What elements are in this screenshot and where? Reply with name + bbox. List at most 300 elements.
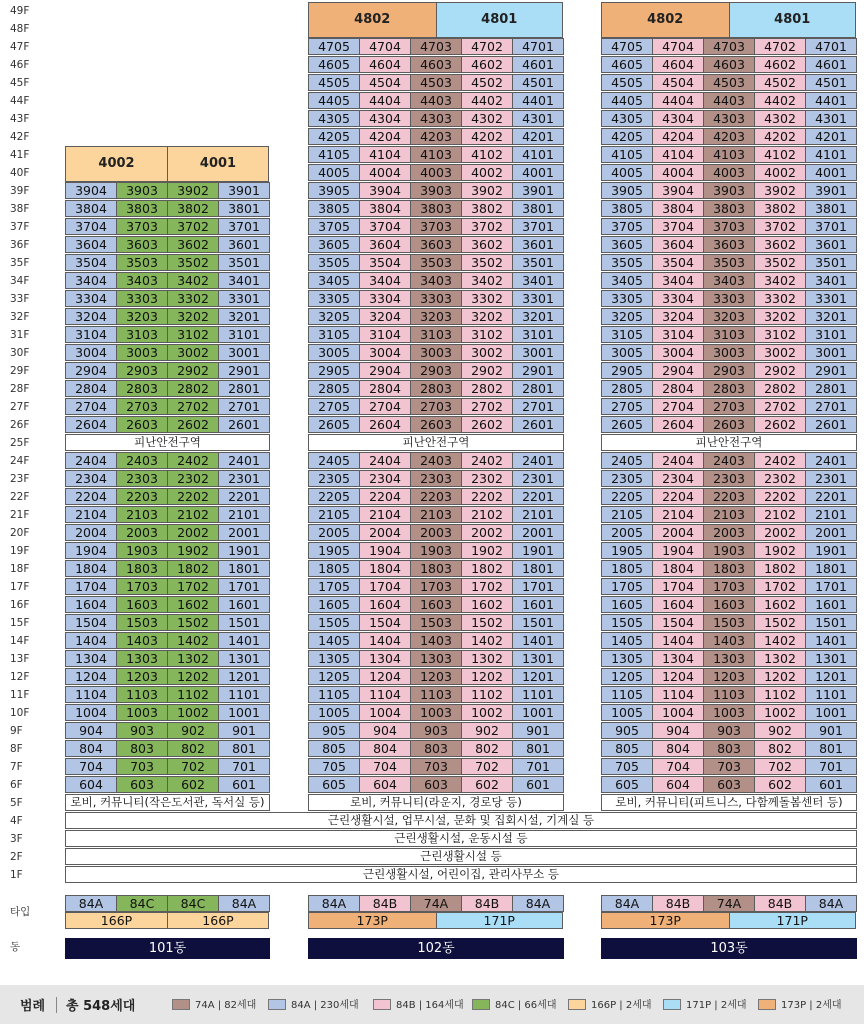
- unit-cell[interactable]: 3604: [65, 236, 117, 253]
- unit-cell[interactable]: 1204: [359, 668, 411, 685]
- unit-cell[interactable]: 902: [167, 722, 219, 739]
- unit-cell[interactable]: 903: [116, 722, 168, 739]
- unit-cell[interactable]: 1702: [461, 578, 513, 595]
- unit-cell[interactable]: 3404: [652, 272, 704, 289]
- unit-cell[interactable]: 3404: [65, 272, 117, 289]
- unit-cell[interactable]: 3203: [410, 308, 462, 325]
- unit-cell[interactable]: 2902: [754, 362, 806, 379]
- unit-cell[interactable]: 3104: [65, 326, 117, 343]
- unit-cell[interactable]: 3005: [308, 344, 360, 361]
- unit-cell[interactable]: 3605: [308, 236, 360, 253]
- unit-cell[interactable]: 1901: [805, 542, 857, 559]
- unit-cell[interactable]: 4102: [754, 146, 806, 163]
- unit-cell[interactable]: 2403: [703, 452, 755, 469]
- unit-cell[interactable]: 2805: [308, 380, 360, 397]
- unit-cell[interactable]: 2005: [601, 524, 653, 541]
- unit-cell[interactable]: 1104: [65, 686, 117, 703]
- unit-cell[interactable]: 1502: [167, 614, 219, 631]
- unit-cell[interactable]: 3602: [461, 236, 513, 253]
- unit-cell[interactable]: 3704: [65, 218, 117, 235]
- unit-cell[interactable]: 3401: [218, 272, 270, 289]
- unit-cell[interactable]: 3405: [601, 272, 653, 289]
- unit-cell[interactable]: 2102: [461, 506, 513, 523]
- unit-cell[interactable]: 4301: [805, 110, 857, 127]
- unit-cell[interactable]: 3201: [218, 308, 270, 325]
- unit-cell[interactable]: 1402: [461, 632, 513, 649]
- unit-cell[interactable]: 3101: [512, 326, 564, 343]
- unit-cell[interactable]: 1502: [461, 614, 513, 631]
- unit-cell[interactable]: 1304: [65, 650, 117, 667]
- unit-cell[interactable]: 3504: [65, 254, 117, 271]
- unit-cell[interactable]: 2304: [359, 470, 411, 487]
- unit-cell[interactable]: 4504: [359, 74, 411, 91]
- unit-cell[interactable]: 3004: [359, 344, 411, 361]
- unit-cell[interactable]: 3002: [754, 344, 806, 361]
- penthouse-unit[interactable]: 4002: [65, 146, 168, 182]
- unit-cell[interactable]: 1805: [601, 560, 653, 577]
- unit-cell[interactable]: 3903: [703, 182, 755, 199]
- unit-cell[interactable]: 3205: [308, 308, 360, 325]
- unit-cell[interactable]: 3702: [167, 218, 219, 235]
- unit-cell[interactable]: 3601: [218, 236, 270, 253]
- unit-cell[interactable]: 804: [359, 740, 411, 757]
- unit-cell[interactable]: 2803: [703, 380, 755, 397]
- unit-cell[interactable]: 4204: [359, 128, 411, 145]
- unit-cell[interactable]: 601: [805, 776, 857, 793]
- unit-cell[interactable]: 2701: [512, 398, 564, 415]
- unit-cell[interactable]: 2101: [512, 506, 564, 523]
- unit-cell[interactable]: 2601: [805, 416, 857, 433]
- unit-cell[interactable]: 4105: [601, 146, 653, 163]
- unit-cell[interactable]: 4304: [359, 110, 411, 127]
- unit-cell[interactable]: 2702: [754, 398, 806, 415]
- unit-cell[interactable]: 2704: [359, 398, 411, 415]
- unit-cell[interactable]: 1201: [512, 668, 564, 685]
- unit-cell[interactable]: 3105: [308, 326, 360, 343]
- unit-cell[interactable]: 2003: [410, 524, 462, 541]
- unit-cell[interactable]: 4203: [410, 128, 462, 145]
- unit-cell[interactable]: 3303: [410, 290, 462, 307]
- unit-cell[interactable]: 3903: [410, 182, 462, 199]
- unit-cell[interactable]: 1703: [116, 578, 168, 595]
- unit-cell[interactable]: 4104: [359, 146, 411, 163]
- unit-cell[interactable]: 4602: [754, 56, 806, 73]
- unit-cell[interactable]: 1604: [652, 596, 704, 613]
- unit-cell[interactable]: 2204: [65, 488, 117, 505]
- unit-cell[interactable]: 1802: [167, 560, 219, 577]
- unit-cell[interactable]: 3701: [512, 218, 564, 235]
- unit-cell[interactable]: 1201: [805, 668, 857, 685]
- unit-cell[interactable]: 1605: [601, 596, 653, 613]
- unit-cell[interactable]: 604: [359, 776, 411, 793]
- unit-cell[interactable]: 2802: [754, 380, 806, 397]
- unit-cell[interactable]: 3902: [167, 182, 219, 199]
- unit-cell[interactable]: 3702: [754, 218, 806, 235]
- unit-cell[interactable]: 902: [461, 722, 513, 739]
- unit-cell[interactable]: 2603: [703, 416, 755, 433]
- unit-cell[interactable]: 2901: [805, 362, 857, 379]
- unit-cell[interactable]: 605: [601, 776, 653, 793]
- unit-cell[interactable]: 3505: [308, 254, 360, 271]
- unit-cell[interactable]: 602: [461, 776, 513, 793]
- unit-cell[interactable]: 2703: [116, 398, 168, 415]
- unit-cell[interactable]: 3604: [359, 236, 411, 253]
- unit-cell[interactable]: 1401: [218, 632, 270, 649]
- unit-cell[interactable]: 2702: [167, 398, 219, 415]
- unit-cell[interactable]: 2403: [116, 452, 168, 469]
- unit-cell[interactable]: 2004: [652, 524, 704, 541]
- unit-cell[interactable]: 802: [167, 740, 219, 757]
- unit-cell[interactable]: 4305: [601, 110, 653, 127]
- unit-cell[interactable]: 1302: [754, 650, 806, 667]
- unit-cell[interactable]: 1101: [218, 686, 270, 703]
- unit-cell[interactable]: 1103: [703, 686, 755, 703]
- unit-cell[interactable]: 4001: [805, 164, 857, 181]
- unit-cell[interactable]: 4202: [461, 128, 513, 145]
- unit-cell[interactable]: 3301: [218, 290, 270, 307]
- unit-cell[interactable]: 2301: [512, 470, 564, 487]
- unit-cell[interactable]: 1805: [308, 560, 360, 577]
- unit-cell[interactable]: 4701: [512, 38, 564, 55]
- unit-cell[interactable]: 3203: [703, 308, 755, 325]
- unit-cell[interactable]: 2901: [512, 362, 564, 379]
- unit-cell[interactable]: 704: [65, 758, 117, 775]
- unit-cell[interactable]: 1505: [308, 614, 360, 631]
- unit-cell[interactable]: 1105: [601, 686, 653, 703]
- unit-cell[interactable]: 2602: [461, 416, 513, 433]
- unit-cell[interactable]: 1205: [308, 668, 360, 685]
- unit-cell[interactable]: 3502: [754, 254, 806, 271]
- unit-cell[interactable]: 2802: [461, 380, 513, 397]
- unit-cell[interactable]: 3804: [65, 200, 117, 217]
- unit-cell[interactable]: 2302: [461, 470, 513, 487]
- unit-cell[interactable]: 4403: [410, 92, 462, 109]
- unit-cell[interactable]: 2105: [601, 506, 653, 523]
- unit-cell[interactable]: 1303: [410, 650, 462, 667]
- unit-cell[interactable]: 3302: [167, 290, 219, 307]
- unit-cell[interactable]: 3005: [601, 344, 653, 361]
- unit-cell[interactable]: 4201: [805, 128, 857, 145]
- unit-cell[interactable]: 1804: [359, 560, 411, 577]
- unit-cell[interactable]: 3305: [601, 290, 653, 307]
- unit-cell[interactable]: 1305: [308, 650, 360, 667]
- unit-cell[interactable]: 1803: [703, 560, 755, 577]
- unit-cell[interactable]: 2801: [218, 380, 270, 397]
- unit-cell[interactable]: 4505: [601, 74, 653, 91]
- unit-cell[interactable]: 2402: [754, 452, 806, 469]
- unit-cell[interactable]: 3804: [359, 200, 411, 217]
- unit-cell[interactable]: 3001: [218, 344, 270, 361]
- unit-cell[interactable]: 2805: [601, 380, 653, 397]
- unit-cell[interactable]: 3401: [512, 272, 564, 289]
- unit-cell[interactable]: 2104: [359, 506, 411, 523]
- unit-cell[interactable]: 2905: [308, 362, 360, 379]
- unit-cell[interactable]: 3603: [116, 236, 168, 253]
- unit-cell[interactable]: 4702: [461, 38, 513, 55]
- unit-cell[interactable]: 4402: [461, 92, 513, 109]
- unit-cell[interactable]: 1402: [754, 632, 806, 649]
- unit-cell[interactable]: 2804: [65, 380, 117, 397]
- unit-cell[interactable]: 701: [512, 758, 564, 775]
- unit-cell[interactable]: 1704: [359, 578, 411, 595]
- unit-cell[interactable]: 1804: [652, 560, 704, 577]
- unit-cell[interactable]: 802: [461, 740, 513, 757]
- unit-cell[interactable]: 3705: [601, 218, 653, 235]
- unit-cell[interactable]: 905: [601, 722, 653, 739]
- unit-cell[interactable]: 2604: [652, 416, 704, 433]
- unit-cell[interactable]: 3801: [512, 200, 564, 217]
- unit-cell[interactable]: 3402: [461, 272, 513, 289]
- unit-cell[interactable]: 4102: [461, 146, 513, 163]
- unit-cell[interactable]: 604: [65, 776, 117, 793]
- unit-cell[interactable]: 2102: [754, 506, 806, 523]
- unit-cell[interactable]: 3304: [65, 290, 117, 307]
- unit-cell[interactable]: 1502: [754, 614, 806, 631]
- unit-cell[interactable]: 4503: [410, 74, 462, 91]
- unit-cell[interactable]: 1503: [116, 614, 168, 631]
- unit-cell[interactable]: 1104: [652, 686, 704, 703]
- unit-cell[interactable]: 3601: [512, 236, 564, 253]
- unit-cell[interactable]: 1803: [410, 560, 462, 577]
- unit-cell[interactable]: 2103: [703, 506, 755, 523]
- unit-cell[interactable]: 3902: [461, 182, 513, 199]
- unit-cell[interactable]: 1304: [359, 650, 411, 667]
- unit-cell[interactable]: 2903: [116, 362, 168, 379]
- penthouse-unit[interactable]: 4001: [167, 146, 269, 182]
- unit-cell[interactable]: 4203: [703, 128, 755, 145]
- unit-cell[interactable]: 2305: [308, 470, 360, 487]
- unit-cell[interactable]: 3603: [410, 236, 462, 253]
- unit-cell[interactable]: 2804: [359, 380, 411, 397]
- unit-cell[interactable]: 3803: [410, 200, 462, 217]
- unit-cell[interactable]: 1203: [116, 668, 168, 685]
- unit-cell[interactable]: 1003: [703, 704, 755, 721]
- unit-cell[interactable]: 1402: [167, 632, 219, 649]
- unit-cell[interactable]: 2202: [754, 488, 806, 505]
- unit-cell[interactable]: 3905: [308, 182, 360, 199]
- unit-cell[interactable]: 3503: [116, 254, 168, 271]
- unit-cell[interactable]: 3704: [359, 218, 411, 235]
- unit-cell[interactable]: 3603: [703, 236, 755, 253]
- unit-cell[interactable]: 3102: [461, 326, 513, 343]
- unit-cell[interactable]: 3302: [461, 290, 513, 307]
- unit-cell[interactable]: 1303: [703, 650, 755, 667]
- unit-cell[interactable]: 3402: [167, 272, 219, 289]
- unit-cell[interactable]: 3904: [359, 182, 411, 199]
- unit-cell[interactable]: 4504: [652, 74, 704, 91]
- unit-cell[interactable]: 1303: [116, 650, 168, 667]
- unit-cell[interactable]: 2701: [805, 398, 857, 415]
- unit-cell[interactable]: 1002: [167, 704, 219, 721]
- unit-cell[interactable]: 2001: [512, 524, 564, 541]
- unit-cell[interactable]: 1203: [703, 668, 755, 685]
- penthouse-unit[interactable]: 4801: [729, 2, 857, 38]
- unit-cell[interactable]: 2405: [601, 452, 653, 469]
- unit-cell[interactable]: 1102: [461, 686, 513, 703]
- unit-cell[interactable]: 4004: [359, 164, 411, 181]
- unit-cell[interactable]: 2605: [308, 416, 360, 433]
- unit-cell[interactable]: 2101: [805, 506, 857, 523]
- unit-cell[interactable]: 2405: [308, 452, 360, 469]
- unit-cell[interactable]: 1903: [703, 542, 755, 559]
- unit-cell[interactable]: 904: [652, 722, 704, 739]
- unit-cell[interactable]: 3002: [461, 344, 513, 361]
- unit-cell[interactable]: 3403: [410, 272, 462, 289]
- unit-cell[interactable]: 2705: [308, 398, 360, 415]
- unit-cell[interactable]: 2303: [703, 470, 755, 487]
- unit-cell[interactable]: 702: [167, 758, 219, 775]
- unit-cell[interactable]: 3703: [410, 218, 462, 235]
- unit-cell[interactable]: 4702: [754, 38, 806, 55]
- unit-cell[interactable]: 3204: [652, 308, 704, 325]
- unit-cell[interactable]: 2801: [805, 380, 857, 397]
- unit-cell[interactable]: 2304: [652, 470, 704, 487]
- unit-cell[interactable]: 1001: [512, 704, 564, 721]
- unit-cell[interactable]: 1202: [461, 668, 513, 685]
- unit-cell[interactable]: 1103: [410, 686, 462, 703]
- unit-cell[interactable]: 3805: [308, 200, 360, 217]
- unit-cell[interactable]: 4105: [308, 146, 360, 163]
- unit-cell[interactable]: 3001: [805, 344, 857, 361]
- unit-cell[interactable]: 2401: [805, 452, 857, 469]
- unit-cell[interactable]: 4004: [652, 164, 704, 181]
- unit-cell[interactable]: 4002: [754, 164, 806, 181]
- unit-cell[interactable]: 3403: [703, 272, 755, 289]
- unit-cell[interactable]: 702: [461, 758, 513, 775]
- unit-cell[interactable]: 3204: [359, 308, 411, 325]
- unit-cell[interactable]: 904: [65, 722, 117, 739]
- unit-cell[interactable]: 1102: [754, 686, 806, 703]
- unit-cell[interactable]: 1001: [218, 704, 270, 721]
- unit-cell[interactable]: 1504: [652, 614, 704, 631]
- unit-cell[interactable]: 3602: [167, 236, 219, 253]
- unit-cell[interactable]: 3202: [461, 308, 513, 325]
- penthouse-unit[interactable]: 4802: [601, 2, 730, 38]
- unit-cell[interactable]: 1002: [754, 704, 806, 721]
- unit-cell[interactable]: 2602: [167, 416, 219, 433]
- unit-cell[interactable]: 1301: [512, 650, 564, 667]
- unit-cell[interactable]: 2702: [461, 398, 513, 415]
- unit-cell[interactable]: 1603: [410, 596, 462, 613]
- unit-cell[interactable]: 1503: [410, 614, 462, 631]
- unit-cell[interactable]: 3502: [167, 254, 219, 271]
- penthouse-unit[interactable]: 4802: [308, 2, 437, 38]
- unit-cell[interactable]: 4405: [601, 92, 653, 109]
- unit-cell[interactable]: 4501: [805, 74, 857, 91]
- unit-cell[interactable]: 3304: [652, 290, 704, 307]
- unit-cell[interactable]: 1603: [116, 596, 168, 613]
- unit-cell[interactable]: 2204: [652, 488, 704, 505]
- unit-cell[interactable]: 1004: [359, 704, 411, 721]
- unit-cell[interactable]: 802: [754, 740, 806, 757]
- unit-cell[interactable]: 1001: [805, 704, 857, 721]
- unit-cell[interactable]: 3703: [116, 218, 168, 235]
- unit-cell[interactable]: 3202: [167, 308, 219, 325]
- unit-cell[interactable]: 703: [703, 758, 755, 775]
- unit-cell[interactable]: 805: [308, 740, 360, 757]
- unit-cell[interactable]: 1702: [754, 578, 806, 595]
- unit-cell[interactable]: 3501: [512, 254, 564, 271]
- unit-cell[interactable]: 2602: [754, 416, 806, 433]
- unit-cell[interactable]: 4401: [805, 92, 857, 109]
- unit-cell[interactable]: 4305: [308, 110, 360, 127]
- unit-cell[interactable]: 1404: [65, 632, 117, 649]
- unit-cell[interactable]: 4404: [652, 92, 704, 109]
- unit-cell[interactable]: 3604: [652, 236, 704, 253]
- unit-cell[interactable]: 1501: [218, 614, 270, 631]
- unit-cell[interactable]: 1902: [167, 542, 219, 559]
- unit-cell[interactable]: 2104: [652, 506, 704, 523]
- unit-cell[interactable]: 2902: [461, 362, 513, 379]
- unit-cell[interactable]: 2303: [116, 470, 168, 487]
- unit-cell[interactable]: 3201: [805, 308, 857, 325]
- unit-cell[interactable]: 3003: [410, 344, 462, 361]
- unit-cell[interactable]: 3901: [218, 182, 270, 199]
- unit-cell[interactable]: 1901: [512, 542, 564, 559]
- unit-cell[interactable]: 3802: [461, 200, 513, 217]
- unit-cell[interactable]: 4402: [754, 92, 806, 109]
- unit-cell[interactable]: 702: [754, 758, 806, 775]
- unit-cell[interactable]: 1204: [65, 668, 117, 685]
- unit-cell[interactable]: 2903: [703, 362, 755, 379]
- unit-cell[interactable]: 3903: [116, 182, 168, 199]
- unit-cell[interactable]: 3103: [703, 326, 755, 343]
- unit-cell[interactable]: 3504: [652, 254, 704, 271]
- unit-cell[interactable]: 4202: [754, 128, 806, 145]
- unit-cell[interactable]: 3701: [218, 218, 270, 235]
- unit-cell[interactable]: 3805: [601, 200, 653, 217]
- unit-cell[interactable]: 903: [410, 722, 462, 739]
- unit-cell[interactable]: 1902: [461, 542, 513, 559]
- unit-cell[interactable]: 801: [805, 740, 857, 757]
- unit-cell[interactable]: 3004: [652, 344, 704, 361]
- unit-cell[interactable]: 2302: [754, 470, 806, 487]
- unit-cell[interactable]: 2003: [703, 524, 755, 541]
- unit-cell[interactable]: 1705: [308, 578, 360, 595]
- unit-cell[interactable]: 3605: [601, 236, 653, 253]
- unit-cell[interactable]: 3503: [410, 254, 462, 271]
- unit-cell[interactable]: 2201: [218, 488, 270, 505]
- unit-cell[interactable]: 4705: [601, 38, 653, 55]
- unit-cell[interactable]: 4705: [308, 38, 360, 55]
- unit-cell[interactable]: 3404: [359, 272, 411, 289]
- unit-cell[interactable]: 1802: [461, 560, 513, 577]
- unit-cell[interactable]: 3001: [512, 344, 564, 361]
- unit-cell[interactable]: 2002: [754, 524, 806, 541]
- unit-cell[interactable]: 2704: [652, 398, 704, 415]
- unit-cell[interactable]: 2401: [512, 452, 564, 469]
- unit-cell[interactable]: 1603: [703, 596, 755, 613]
- unit-cell[interactable]: 3702: [461, 218, 513, 235]
- unit-cell[interactable]: 2703: [703, 398, 755, 415]
- unit-cell[interactable]: 2202: [461, 488, 513, 505]
- unit-cell[interactable]: 3105: [601, 326, 653, 343]
- unit-cell[interactable]: 3505: [601, 254, 653, 271]
- unit-cell[interactable]: 1902: [754, 542, 806, 559]
- unit-cell[interactable]: 4302: [461, 110, 513, 127]
- unit-cell[interactable]: 705: [601, 758, 653, 775]
- unit-cell[interactable]: 4303: [410, 110, 462, 127]
- unit-cell[interactable]: 705: [308, 758, 360, 775]
- unit-cell[interactable]: 603: [116, 776, 168, 793]
- unit-cell[interactable]: 4602: [461, 56, 513, 73]
- unit-cell[interactable]: 3701: [805, 218, 857, 235]
- unit-cell[interactable]: 1602: [754, 596, 806, 613]
- unit-cell[interactable]: 804: [652, 740, 704, 757]
- unit-cell[interactable]: 1701: [218, 578, 270, 595]
- unit-cell[interactable]: 2901: [218, 362, 270, 379]
- unit-cell[interactable]: 803: [410, 740, 462, 757]
